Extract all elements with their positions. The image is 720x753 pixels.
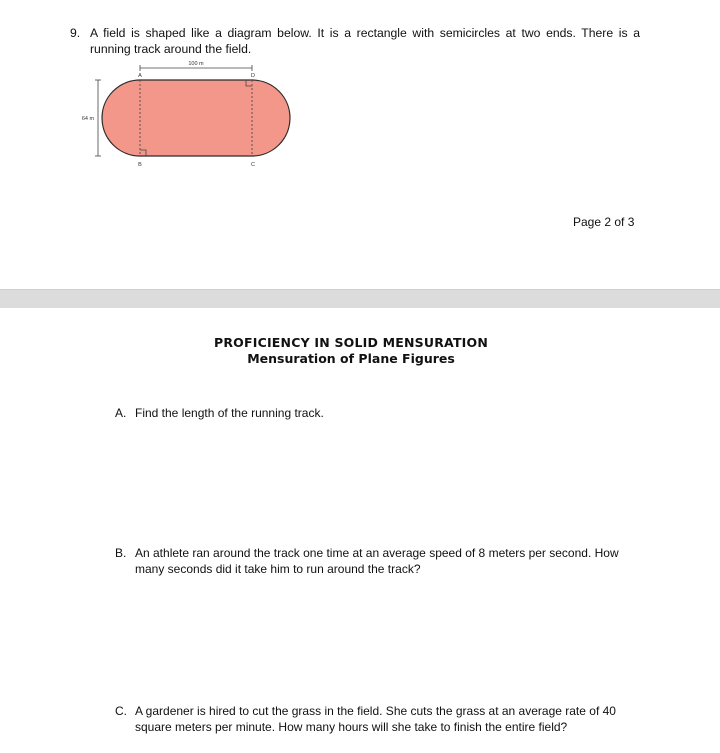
height-label: 64 m: [81, 116, 95, 122]
question-text: A gardener is hired to cut the grass in the field. She cuts the grass at an average rate of 40 square meters per minute. How many hours will she take to finish the entire field?: [135, 704, 616, 734]
document-subtitle: Mensuration of Plane Figures: [247, 351, 455, 366]
question-label: C.: [115, 704, 127, 718]
question-9: [70, 25, 640, 57]
point-c-label: C: [251, 162, 255, 168]
question-text: A field is shaped like a diagram below. It is a rectangle with semicircles at two ends. There is a running track around the field.: [90, 26, 640, 56]
question-b: [115, 545, 635, 577]
field-shape: [102, 80, 290, 156]
question-label: B.: [115, 546, 127, 560]
page-number: Page 2 of 3: [573, 215, 635, 229]
question-label: A.: [115, 406, 127, 420]
document-title: PROFICIENCY IN SOLID MENSURATION: [213, 335, 489, 350]
question-text: An athlete ran around the track one time at an average speed of 8 meters per second. How many seconds did it take him to run around the track?: [135, 546, 619, 576]
page-3-section: [0, 308, 720, 753]
point-a-label: A: [138, 73, 142, 79]
question-c: [115, 703, 635, 735]
question-a: [115, 405, 635, 421]
point-b-label: B: [138, 162, 142, 168]
page-separator: [0, 289, 720, 309]
question-number: 9.: [70, 26, 81, 40]
page-2-section: [0, 0, 720, 289]
width-label: 100 m: [188, 61, 204, 67]
question-text: Find the length of the running track.: [135, 406, 324, 420]
field-diagram: [76, 58, 306, 178]
point-d-label: D: [251, 73, 255, 79]
